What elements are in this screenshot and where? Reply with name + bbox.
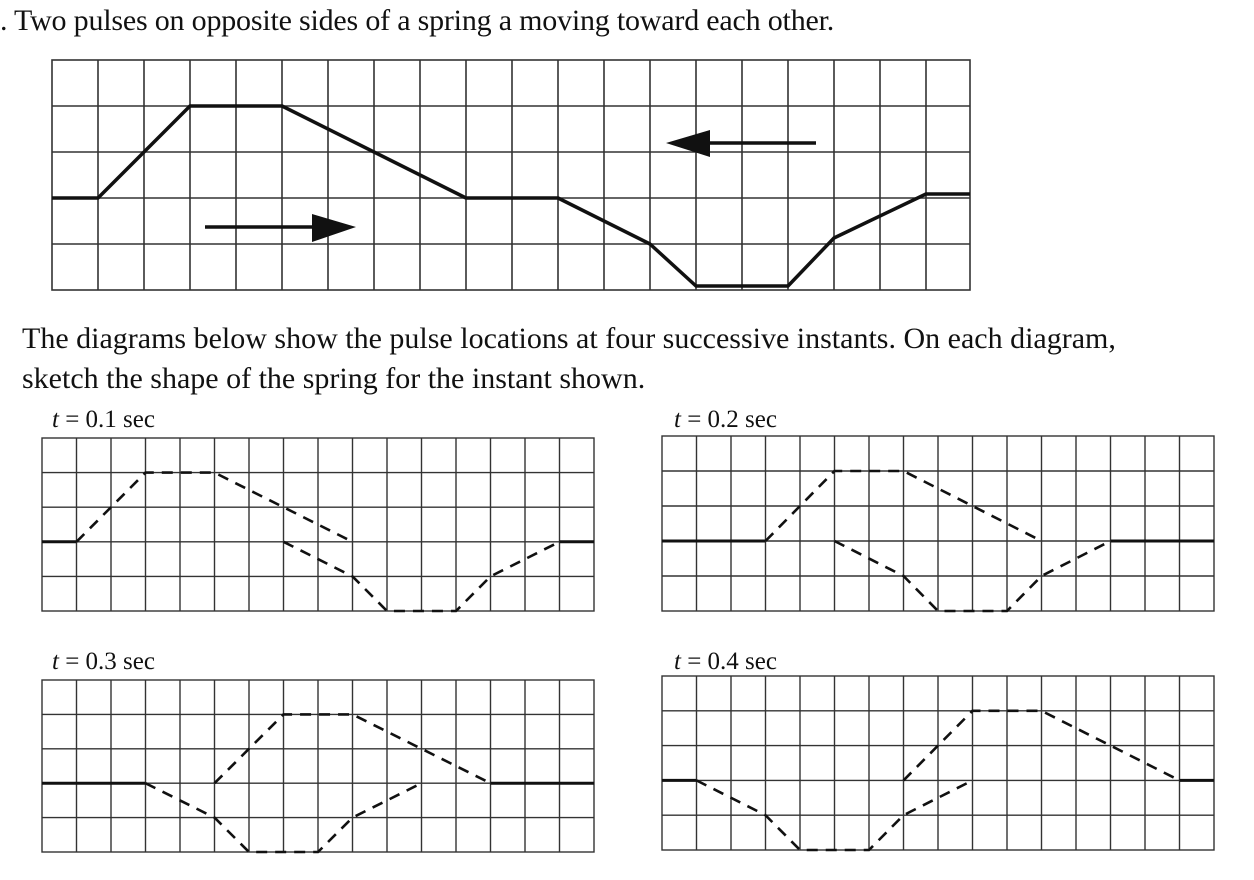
instructions-line-1: The diagrams below show the pulse locations at four successive instants. On each diagram, <box>22 322 1116 355</box>
panel-3-grid <box>42 680 594 852</box>
panel-4-diagram <box>662 676 1214 850</box>
panel-3-diagram <box>42 680 594 852</box>
panel-1-diagram <box>42 438 594 611</box>
panel-4-grid <box>662 676 1214 850</box>
panel-1-time-label: t = 0.1 sec <box>52 406 155 433</box>
panel-4-time-label: t = 0.4 sec <box>674 648 777 675</box>
left-arrow <box>666 130 816 157</box>
main-grid <box>52 60 970 290</box>
panel-3-time-label: t = 0.3 sec <box>52 648 155 675</box>
right-arrow <box>205 214 356 242</box>
panel-2-diagram <box>662 436 1214 611</box>
instructions-line-2: sketch the shape of the spring for the instant shown. <box>22 362 646 395</box>
panel-1-grid <box>42 438 594 611</box>
panel-2-grid <box>662 436 1214 611</box>
intro-text: . Two pulses on opposite sides of a spring a moving toward each other. <box>0 4 835 37</box>
panel-2-time-label: t = 0.2 sec <box>674 406 777 433</box>
main-diagram <box>52 60 970 290</box>
